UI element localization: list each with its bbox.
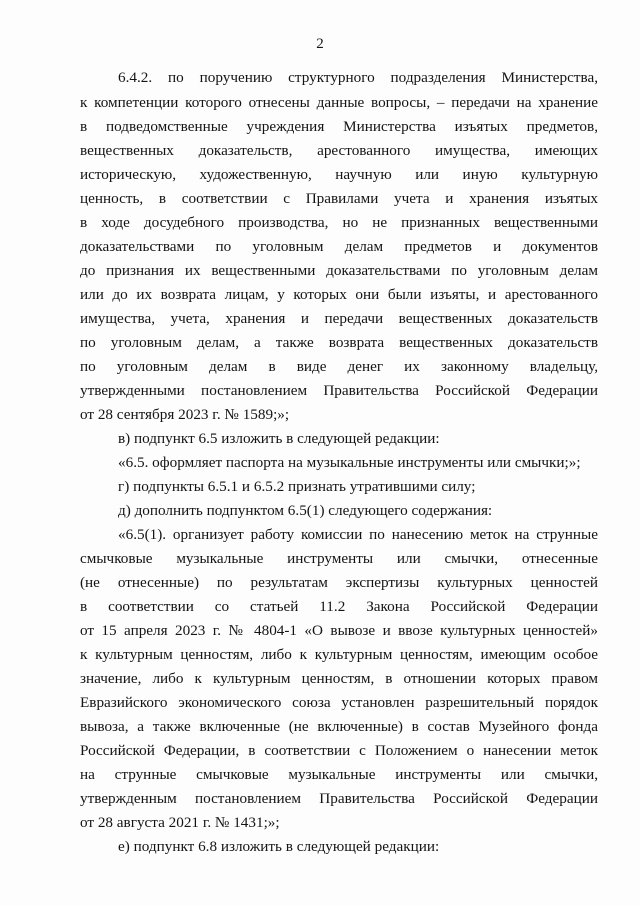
text-line: на струнные смычковые музыкальные инструменты или смычки, — [80, 766, 598, 783]
text-line: г) подпункты 6.5.1 и 6.5.2 признать утратившими силу; — [118, 478, 476, 495]
text-line: по уголовным делам в виде денег их законному владельцу, — [80, 358, 598, 375]
text-line: в подведомственные учреждения Министерства изъятых предметов, — [80, 118, 598, 135]
text-line: значение, либо к культурным ценностям, в отношении которых правом — [80, 670, 598, 687]
text-line: утвержденным постановлением Правительства Российской Федерации — [80, 790, 598, 807]
text-line: Российской Федерации, в соответствии с Положением о нанесении меток — [80, 742, 598, 759]
text-line: в) подпункт 6.5 изложить в следующей редакции: — [118, 430, 440, 447]
text-line: утвержденными постановлением Правительства Российской Федерации — [80, 382, 598, 399]
page-number: 2 — [316, 36, 324, 52]
text-line: имущества, учета, хранения и передачи вещественных доказательств — [80, 310, 598, 327]
text-line: или до их возврата лицам, у которых они были изъяты, и арестованного — [80, 286, 598, 303]
text-line: д) дополнить подпунктом 6.5(1) следующего содержания: — [118, 502, 493, 519]
text-line: смычковые музыкальные инструменты или смычки, отнесенные — [80, 550, 598, 567]
text-line: вещественных доказательств, арестованного имущества, имеющих — [80, 142, 598, 159]
text-line: к компетенции которого отнесены данные вопросы, – передачи на хранение — [80, 94, 598, 111]
text-line: от 28 августа 2021 г. № 1431;»; — [80, 814, 280, 831]
text-line: до признания их вещественными доказательствами по уголовным делам — [80, 262, 598, 279]
text-line: (не отнесенные) по результатам экспертизы культурных ценностей — [80, 574, 598, 591]
text-line: от 15 апреля 2023 г. № 4804-1 «О вывозе и ввозе культурных ценностей» — [80, 622, 598, 639]
text-line: к культурным ценностям, либо к культурным ценностям, имеющим особое — [80, 646, 598, 663]
text-line: по уголовным делам, а также возврата вещественных доказательств — [80, 334, 598, 351]
text-line: в соответствии со статьей 11.2 Закона Российской Федерации — [80, 598, 598, 615]
text-line: историческую, художественную, научную или иную культурную — [80, 166, 598, 183]
text-line: 6.4.2. по поручению структурного подразделения Министерства, — [118, 69, 598, 86]
text-line: «6.5. оформляет паспорта на музыкальные инструменты или смычки;»; — [118, 454, 581, 471]
text-line: доказательствами по уголовным делам предметов и документов — [80, 238, 598, 255]
text-line: в ходе досудебного производства, но не признанных вещественными — [80, 214, 598, 231]
text-line: «6.5(1). организует работу комиссии по нанесению меток на струнные — [118, 526, 598, 543]
text-line: вывоза, а также включенные (не включенные) в состав Музейного фонда — [80, 718, 598, 735]
text-line: от 28 сентября 2023 г. № 1589;»; — [80, 406, 290, 423]
text-line: Евразийского экономического союза установлен разрешительный порядок — [80, 694, 598, 711]
text-line: ценность, в соответствии с Правилами учета и хранения изъятых — [80, 190, 598, 207]
text-line: е) подпункт 6.8 изложить в следующей редакции: — [118, 838, 440, 855]
